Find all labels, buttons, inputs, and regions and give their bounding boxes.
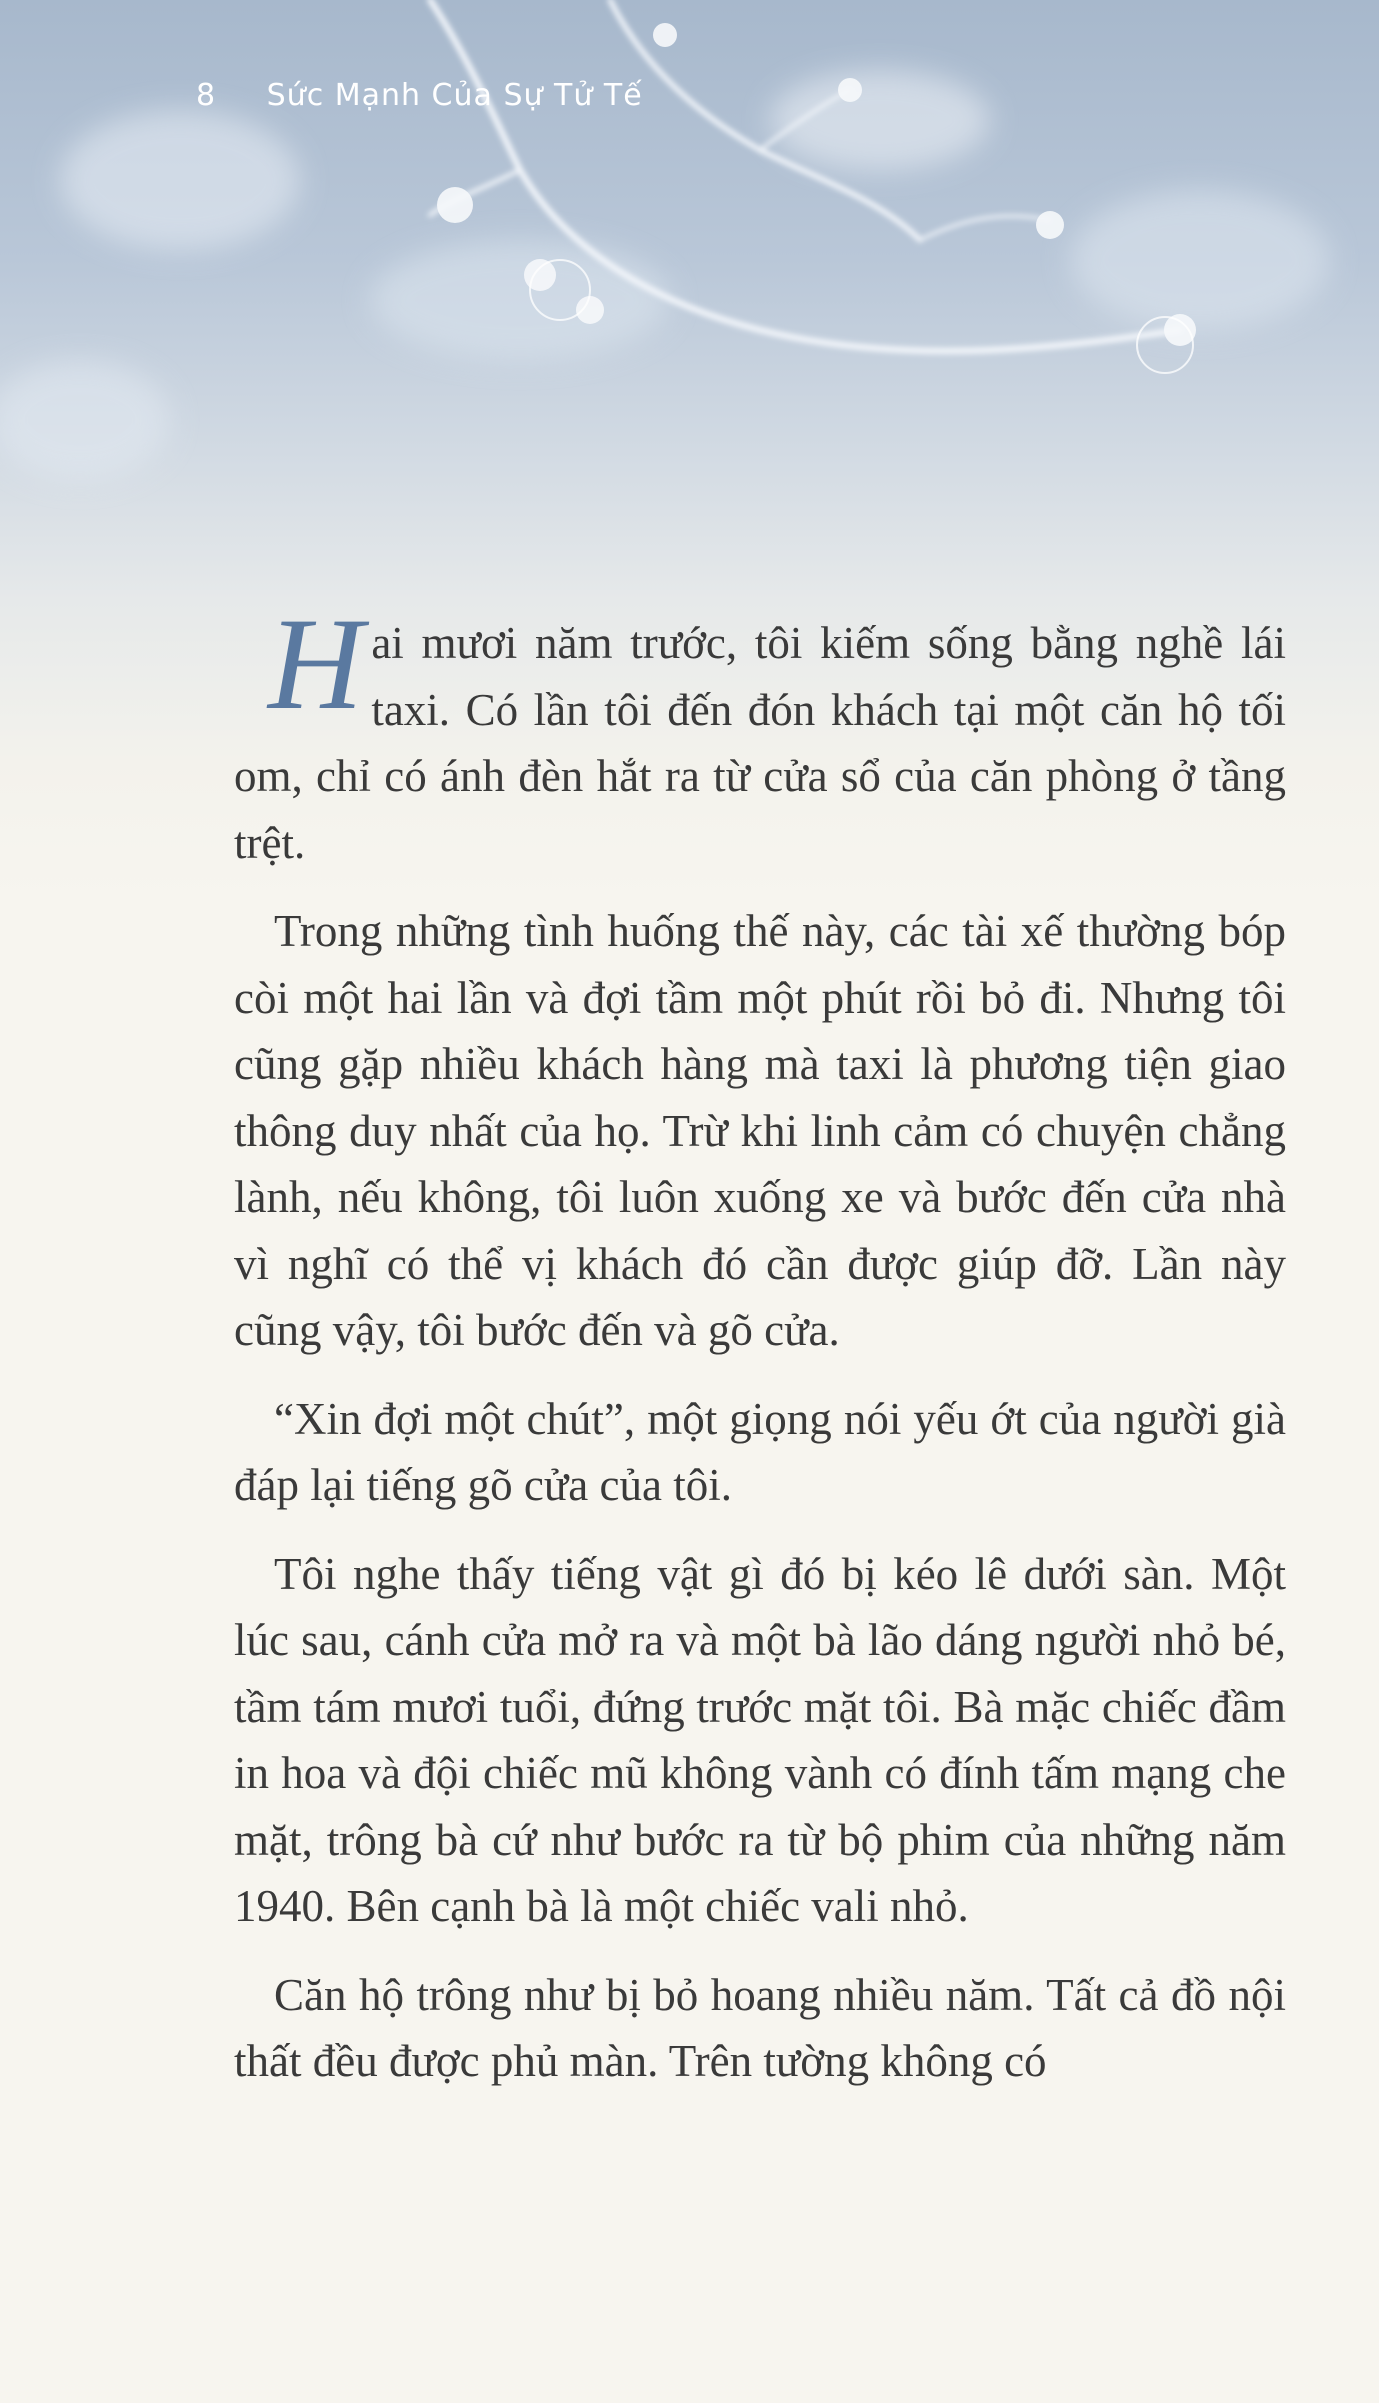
book-title: Sức Mạnh Của Sự Tử Tế <box>266 78 643 113</box>
paragraph-5: Căn hộ trông như bị bỏ hoang nhiều năm. Tất cả đồ nội thất đều được phủ màn. Trên tường không có <box>234 1969 1286 2086</box>
drop-cap: H <box>268 590 364 737</box>
paragraph-2: Trong những tình huống thế này, các tài xế thường bóp còi một hai lần và đợi tầm một phút rồi bỏ đi. Nhưng tôi cũng gặp nhiều khách hàng mà taxi là phương tiện giao thông duy nhất của họ. Trừ khi linh cảm có chuyện chẳng lành, nếu không, tôi luôn xuống xe và bước đến cửa nhà vì nghĩ có thể vị khách đó cần được giúp đỡ. Lần này cũng vậy, tôi bước đến và gõ cửa. <box>234 906 1286 1355</box>
running-header <box>196 78 643 113</box>
page-number: 8 <box>196 78 217 113</box>
paragraph-1 <box>234 590 1286 876</box>
paragraph-4: Tôi nghe thấy tiếng vật gì đó bị kéo lê dưới sàn. Một lúc sau, cánh cửa mở ra và một bà lão dáng người nhỏ bé, tầm tám mươi tuổi, đứng trước mặt tôi. Bà mặc chiếc đầm in hoa và đội chiếc mũ không vành có đính tấm mạng che mặt, trông bà cứ như bước ra từ bộ phim của những năm 1940. Bên cạnh bà là một chiếc vali nhỏ. <box>234 1548 1286 1931</box>
story-text <box>234 590 1286 2117</box>
paragraph-3: “Xin đợi một chút”, một giọng nói yếu ớt của người già đáp lại tiếng gõ cửa của tôi. <box>234 1393 1286 1510</box>
paragraph-1-text: ai mươi năm trước, tôi kiếm sống bằng nghề lái taxi. Có lần tôi đến đón khách tại một căn hộ tối om, chỉ có ánh đèn hắt ra từ cửa sổ của căn phòng ở tầng trệt. <box>234 618 1286 868</box>
